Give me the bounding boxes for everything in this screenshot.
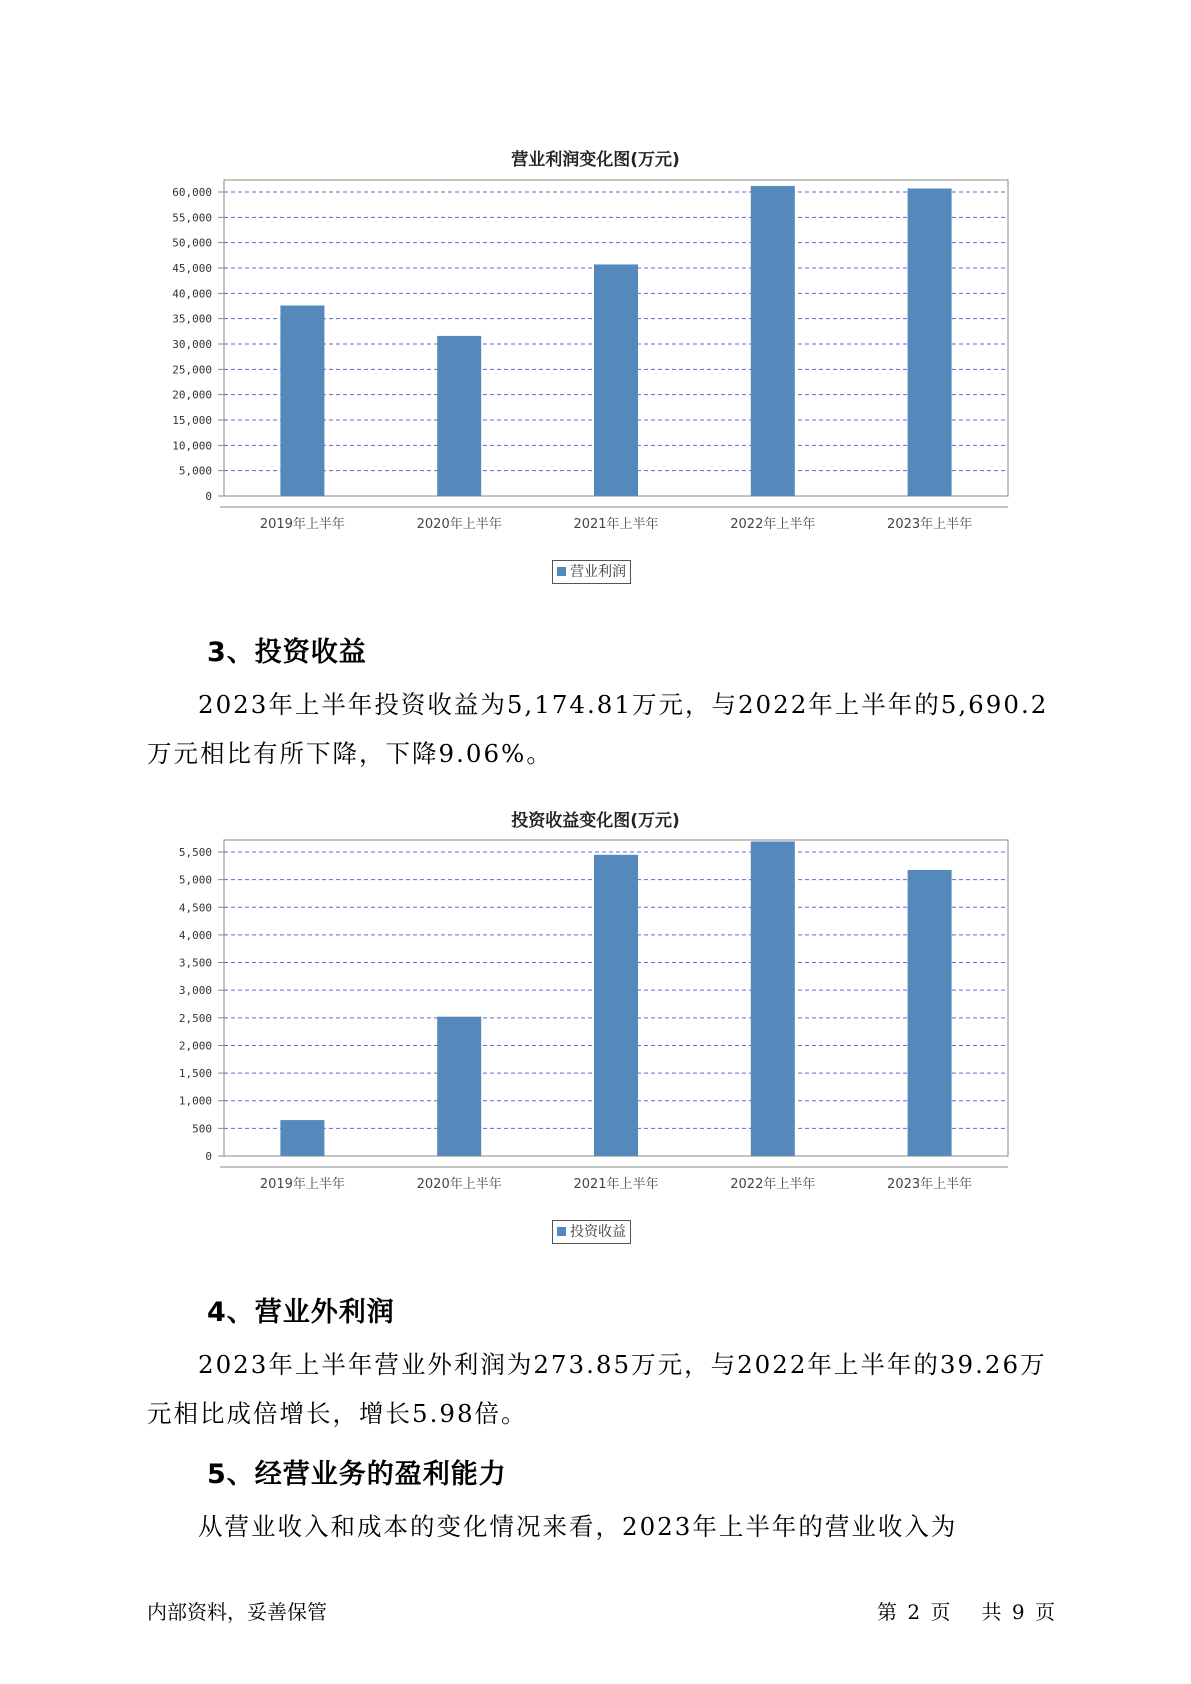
section-5-paragraph: 从营业收入和成本的变化情况来看，2023年上半年的营业收入为	[198, 1512, 958, 1541]
bar	[280, 1120, 324, 1156]
chart-2-legend	[552, 1220, 631, 1244]
y-tick-label: 5,000	[178, 873, 212, 887]
y-tick-label: 55,000	[172, 211, 212, 225]
y-tick-label: 1,500	[178, 1067, 212, 1081]
bar	[437, 336, 481, 496]
bar	[594, 264, 638, 496]
section-3-heading: 3、投资收益	[207, 637, 367, 668]
x-tick-label: 2021年上半年	[573, 1177, 659, 1192]
y-tick-label: 2,500	[178, 1011, 212, 1025]
y-tick-label: 25,000	[172, 363, 212, 377]
x-tick-label: 2020年上半年	[416, 517, 502, 532]
bar	[437, 1017, 481, 1156]
footer-page-number: 第 2 页 共 9 页	[877, 1600, 1055, 1624]
y-tick-label: 5,500	[178, 846, 212, 859]
y-tick-label: 50,000	[172, 236, 212, 250]
y-tick-label: 60,000	[172, 186, 212, 199]
y-tick-label: 2,000	[178, 1039, 212, 1053]
y-tick-label: 3,000	[178, 984, 212, 998]
y-tick-label: 5,000	[178, 464, 212, 478]
y-tick-label: 10,000	[172, 439, 212, 453]
chart-2-title: 投资收益变化图(万元)	[511, 811, 680, 831]
x-tick-label: 2019年上半年	[259, 1177, 345, 1192]
y-tick-label: 4,000	[178, 928, 212, 942]
section-3-paragraph: 2023年上半年投资收益为5,174.81万元，与2022年上半年的5,690.2万元相比有所下降，下降9.06%。	[147, 690, 1049, 768]
y-tick-label: 500	[192, 1122, 212, 1136]
y-tick-label: 30,000	[172, 338, 212, 351]
bar	[751, 186, 795, 496]
y-tick-label: 45,000	[172, 262, 212, 275]
chart-1-title: 营业利润变化图(万元)	[511, 150, 680, 170]
bar	[908, 870, 952, 1156]
bar	[594, 855, 638, 1156]
section-5-heading: 5、经营业务的盈利能力	[207, 1459, 507, 1490]
x-tick-label: 2023年上半年	[887, 517, 973, 532]
y-tick-label: 20,000	[172, 388, 212, 402]
x-tick-label: 2021年上半年	[573, 517, 659, 532]
y-tick-label: 0	[205, 490, 212, 503]
legend-label: 营业利润	[570, 564, 626, 580]
legend-swatch	[557, 1227, 566, 1236]
operating-profit-chart	[150, 180, 1020, 540]
section-4-paragraph: 2023年上半年营业外利润为273.85万元，与2022年上半年的39.26万元相比成倍增长，增长5.98倍。	[147, 1350, 1047, 1428]
y-tick-label: 15,000	[172, 414, 212, 427]
legend-swatch	[557, 567, 566, 576]
y-tick-label: 35,000	[172, 312, 212, 326]
y-tick-label: 3,500	[178, 956, 212, 970]
investment-income-chart	[150, 840, 1020, 1200]
y-tick-label: 0	[205, 1150, 212, 1163]
bar	[751, 841, 795, 1156]
section-4-heading: 4、营业外利润	[207, 1297, 395, 1328]
footer-confidential-note: 内部资料，妥善保管	[147, 1600, 327, 1624]
legend-label: 投资收益	[570, 1224, 626, 1240]
x-tick-label: 2022年上半年	[730, 517, 816, 532]
y-tick-label: 40,000	[172, 287, 212, 301]
x-tick-label: 2023年上半年	[887, 1177, 973, 1192]
bar	[280, 305, 324, 496]
x-tick-label: 2019年上半年	[259, 517, 345, 532]
y-tick-label: 1,000	[178, 1094, 212, 1108]
y-tick-label: 4,500	[178, 901, 212, 915]
x-tick-label: 2022年上半年	[730, 1177, 816, 1192]
x-tick-label: 2020年上半年	[416, 1177, 502, 1192]
chart-1-legend	[552, 560, 631, 584]
bar	[908, 188, 952, 496]
